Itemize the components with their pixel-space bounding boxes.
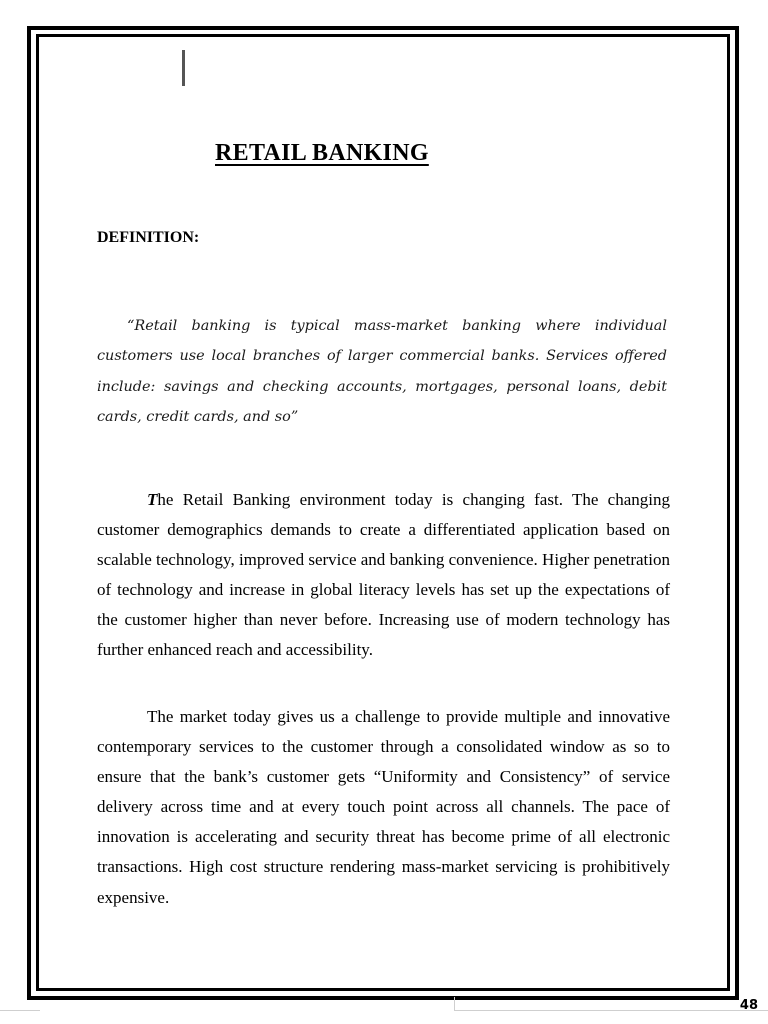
body-paragraph-2: The market today gives us a challenge to provide multiple and innovative contemporary services to the customer through a consolidated window as so to ensure that the bank’s customer gets “Uniformity and Consistency” of service delivery across time and at every touch point across all channels. The pace of innovation is accelerating and security threat has become prime of all electronic transactions. High cost structure rendering mass-market servicing is prohibitively expensive. bbox=[97, 707, 670, 907]
section-heading: DEFINITION: bbox=[97, 229, 200, 246]
paragraph-1-text: he Retail Banking environment today is changing fast. The changing customer demographics demands to create a differentiated application based on scalable technology, improved service and banking convenience. Higher penetration of technology and increase in global literacy levels has set up the expectations of the customer higher than never before. Increasing use of modern technology has further enhanced reach and accessibility. bbox=[97, 490, 670, 660]
page-title: RETAIL BANKING bbox=[215, 140, 429, 166]
page-number: 48 bbox=[739, 998, 758, 1013]
definition-quote: “Retail banking is typical mass-market banking where individual customers use local branches of larger commercial banks. Services offered include: savings and checking accounts, mortgages, personal loans, debit cards, credit cards, and so” bbox=[97, 318, 667, 425]
paragraph-initial-letter: T bbox=[147, 490, 158, 509]
footer-rule-right bbox=[454, 1010, 768, 1011]
text-cursor-mark bbox=[182, 50, 185, 86]
footer-rule-divider bbox=[454, 997, 455, 1010]
body-paragraph-1 bbox=[97, 485, 670, 666]
footer-rule-left bbox=[0, 1010, 40, 1011]
